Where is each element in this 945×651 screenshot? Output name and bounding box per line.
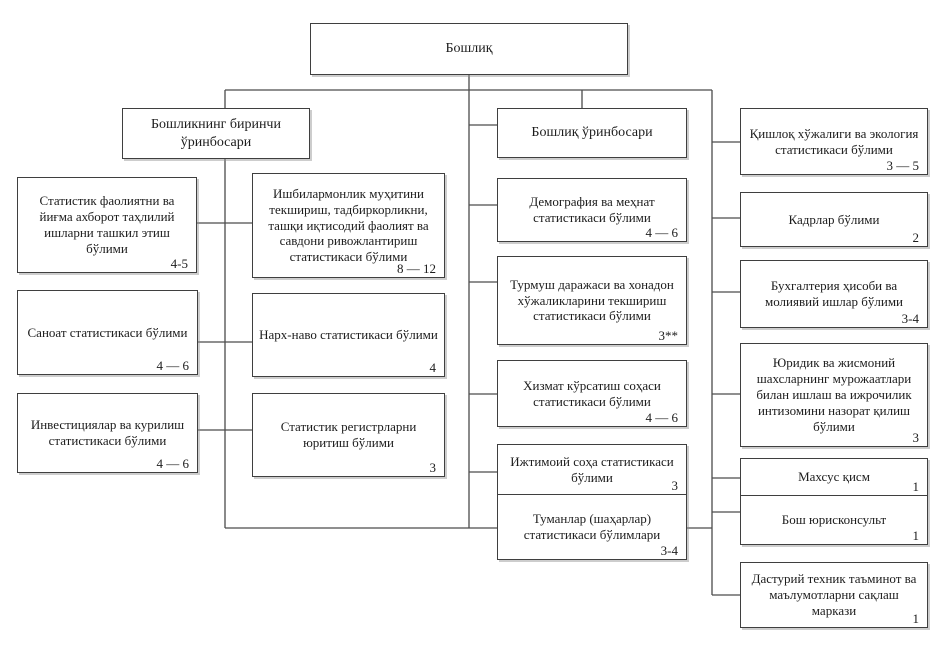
dept-label: Нарх-наво статистикаси бўлими xyxy=(259,327,438,343)
staff-count: 1 xyxy=(912,610,919,626)
staff-count: 3-4 xyxy=(660,542,678,558)
staff-count: 4-5 xyxy=(170,255,188,271)
org-box-legal-appeals xyxy=(740,343,928,447)
org-box-statistical-registers xyxy=(252,393,445,477)
staff-count: 3-4 xyxy=(901,310,919,326)
dept-label: Бошликнинг биринчи ўринбосари xyxy=(151,117,281,150)
org-box-special-legal-group xyxy=(740,458,928,545)
dept-label: Турмуш даражаси ва хонадон хўжаликларини текшириш статистикаси бўлими xyxy=(510,276,674,324)
org-box-personnel xyxy=(740,192,928,247)
dept-label: Статистик регистрларни юритиш бўлими xyxy=(280,419,417,450)
staff-count: 2 xyxy=(912,229,919,245)
org-box-social-sphere xyxy=(498,445,686,494)
dept-label: Туманлар (шаҳарлар) статистикаси бўлимлари xyxy=(523,511,661,543)
org-box-chief-legal-counsel xyxy=(741,495,927,544)
dept-label: Бухгалтерия ҳисоби ва молиявий ишлар бўлими xyxy=(765,278,903,309)
staff-count: 4 — 6 xyxy=(156,357,189,373)
org-box-chief xyxy=(310,23,628,75)
dept-label: Ижтимоий соҳа статистикаси бўлими xyxy=(510,453,674,485)
org-box-price-statistics xyxy=(252,293,445,377)
org-box-business-environment xyxy=(252,173,445,278)
dept-label: Саноат статистикаси бўлими xyxy=(27,324,188,340)
staff-count: 1 xyxy=(912,478,919,494)
staff-count: 3 xyxy=(912,429,919,445)
dept-label: Ишбилармонлик муҳитини текшириш, тадбиркорликни, ташқи иқтисодий фаолият ва савдони ривожлантириш статистикаси бўлими xyxy=(268,185,429,265)
dept-label: Қишлоқ хўжалиги ва экология статистикаси бўлими xyxy=(749,125,919,157)
staff-count: 1 xyxy=(912,527,919,543)
dept-label: Бошлиқ xyxy=(445,41,493,57)
org-box-agriculture-ecology xyxy=(740,108,928,175)
dept-label: Хизмат кўрсатиш соҳаси статистикаси бўлими xyxy=(523,377,661,409)
staff-count: 4 — 6 xyxy=(156,455,189,471)
org-box-accounting-finance xyxy=(740,260,928,328)
staff-count: 3** xyxy=(658,327,678,343)
org-box-district-city-departments xyxy=(498,494,686,559)
dept-label: Инвестициялар ва курилиш статистикаси бўлими xyxy=(30,417,185,448)
org-box-living-standards xyxy=(497,256,687,345)
staff-count: 3 xyxy=(429,459,436,475)
staff-count: 4 — 6 xyxy=(645,409,678,425)
org-box-social-territorial-group xyxy=(497,444,687,560)
org-box-first-deputy xyxy=(122,108,310,159)
staff-count: 3 — 5 xyxy=(886,157,919,173)
org-box-services-statistics xyxy=(497,360,687,427)
dept-label: Юридик ва жисмоний шахсларнинг мурожаатлари билан ишлаш ва ижрочилик интизомини назорат қилиш бўлими xyxy=(756,355,912,434)
dept-label: Статистик фаолиятни ва йиғма ахборот таҳлилий ишларни ташкил этиш бўлими xyxy=(39,193,175,256)
dept-label: Кадрлар бўлими xyxy=(788,211,880,227)
org-box-industry-statistics xyxy=(17,290,198,375)
dept-label: Демография ва меҳнат статистикаси бўлими xyxy=(529,194,655,225)
dept-label: Бошлиқ ўринбосари xyxy=(531,125,653,141)
org-box-special-unit xyxy=(741,459,927,495)
staff-count: 8 — 12 xyxy=(397,260,436,276)
dept-label: Махсус қисм xyxy=(798,469,870,485)
dept-label: Бош юрисконсульт xyxy=(781,512,887,528)
org-box-software-data-center xyxy=(740,562,928,628)
staff-count: 4 — 6 xyxy=(645,224,678,240)
staff-count: 4 xyxy=(429,359,436,375)
org-box-demography-labour xyxy=(497,178,687,242)
dept-label: Дастурий техник таъминот ва маълумотларни сақлаш маркази xyxy=(751,571,917,618)
staff-count: 3 xyxy=(671,477,678,493)
org-box-statistical-activity xyxy=(17,177,197,273)
org-box-deputy xyxy=(497,108,687,158)
org-box-investment-construction xyxy=(17,393,198,473)
